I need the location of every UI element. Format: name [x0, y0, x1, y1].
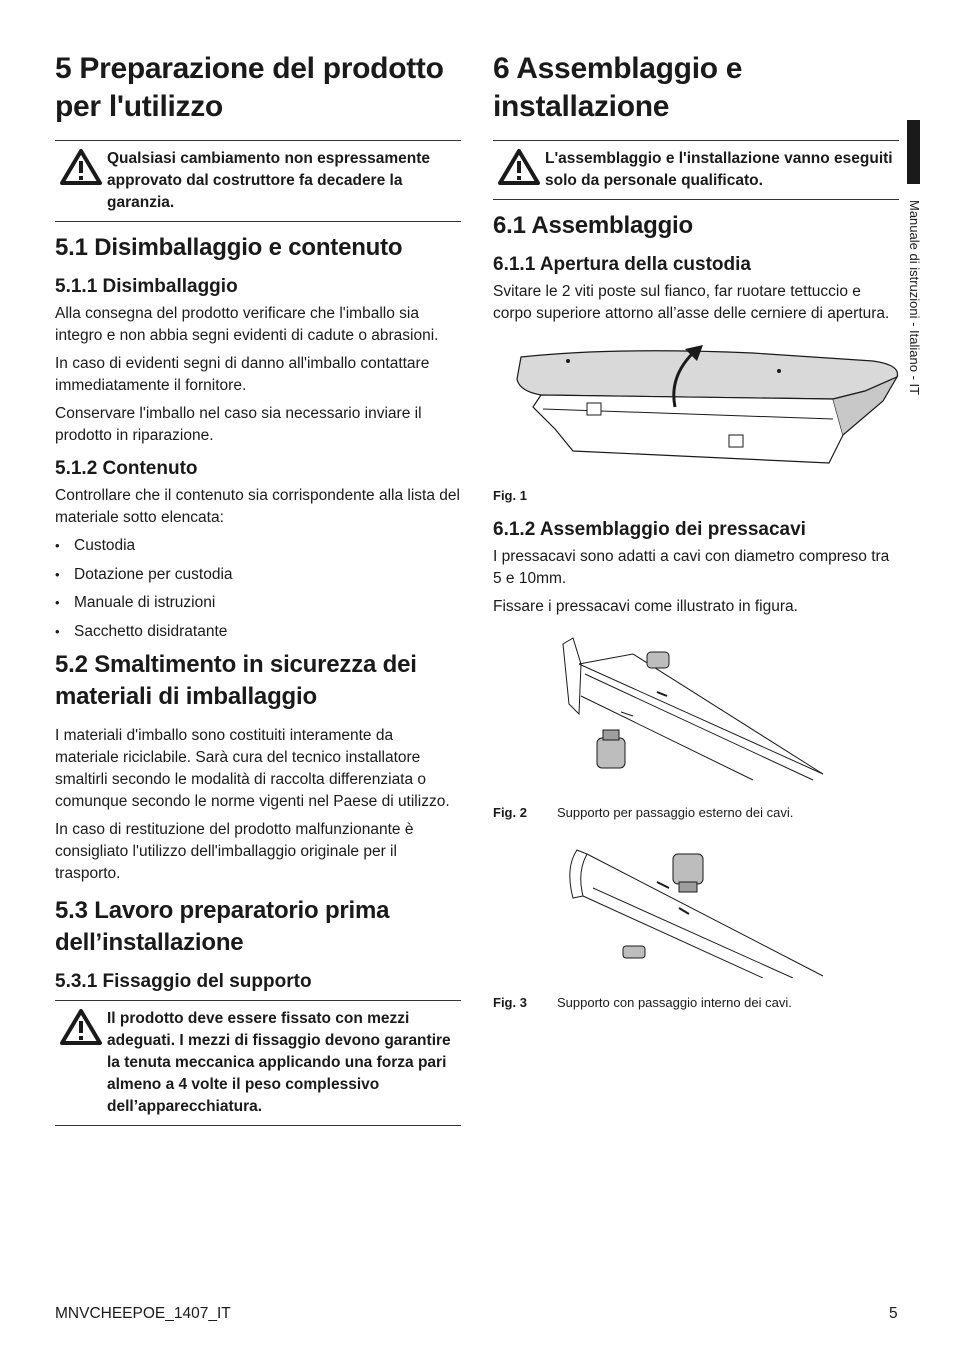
warning-box-fixing: [55, 1000, 461, 1126]
figure-1-caption: [493, 487, 899, 505]
paragraph-disposal-1: I materiali d'imballo sono costituiti interamente da materiale riciclabile. Sarà cura del tecnico installatore smaltirli secondo le modalità di raccolta differenziata o comunque secondo le norme vigenti nel Paese di utilizzo.: [55, 727, 450, 810]
section-5-1-2-title: 5.1.2 Contenuto: [55, 458, 198, 479]
section-6-title: 6 Assemblaggio e installazione: [493, 52, 743, 123]
figure-3-number: Fig. 3: [493, 995, 527, 1010]
paragraph-unpacking-2: In caso di evidenti segni di danno all'imballo contattare immediatamente il fornitore.: [55, 355, 430, 394]
side-chapter-tab: [907, 120, 920, 184]
section-5-1-title: 5.1 Disimballaggio e contenuto: [55, 234, 403, 261]
figure-3-internal-cable-illustration: [493, 838, 899, 978]
paragraph-unpacking-3: Conservare l'imballo nel caso sia necessario inviare il prodotto in riparazione.: [55, 405, 422, 444]
warning-triangle-icon: [493, 148, 545, 186]
section-5-3-title: 5.3 Lavoro preparatorio prima dell’installazione: [55, 897, 390, 956]
right-column: [493, 50, 899, 1012]
section-5-2-title: 5.2 Smaltimento in sicurezza dei materiali di imballaggio: [55, 651, 417, 710]
side-language-label: Manuale di istruzioni - Italiano - IT: [907, 200, 922, 396]
section-5-3-1-title: 5.3.1 Fissaggio del supporto: [55, 971, 312, 992]
figure-2-number: Fig. 2: [493, 805, 527, 820]
contents-list: [55, 535, 461, 643]
section-6-1-title: 6.1 Assemblaggio: [493, 212, 693, 239]
paragraph-contents: Controllare che il contenuto sia corrispondente alla lista del materiale sotto elencata:: [55, 487, 460, 526]
list-item: • Dotazione per custodia: [55, 564, 461, 586]
left-column: [55, 50, 461, 1126]
footer-document-code: MNVCHEEPOE_1407_IT: [55, 1305, 231, 1322]
list-item: • Manuale di istruzioni: [55, 592, 461, 614]
figure-3-caption: [493, 994, 899, 1012]
paragraph-disposal-2: In caso di restituzione del prodotto malfunzionante è consigliato l'utilizzo dell'imballaggio originale per il trasporto.: [55, 821, 414, 882]
section-6-1-2-title: 6.1.2 Assemblaggio dei pressacavi: [493, 519, 806, 540]
paragraph-cable-glands-2: Fissare i pressacavi come illustrato in figura.: [493, 598, 798, 615]
section-5-title: 5 Preparazione del prodotto per l'utilizzo: [55, 52, 444, 123]
warning-box-warranty: [55, 140, 461, 222]
section-6-1-1-title: 6.1.1 Apertura della custodia: [493, 254, 751, 275]
list-item: • Custodia: [55, 535, 461, 557]
warning-text: L'assemblaggio e l'installazione vanno eseguiti solo da personale qualificato.: [545, 150, 893, 189]
warning-text: Il prodotto deve essere fissato con mezzi adeguati. I mezzi di fissaggio devono garantire la tenuta meccanica applicando una forza pari almeno a 4 volte il peso complessivo dell’apparecchiatura.: [107, 1010, 451, 1115]
figure-2-caption-text: Supporto per passaggio esterno dei cavi.: [557, 805, 794, 820]
paragraph-cable-glands-1: I pressacavi sono adatti a cavi con diametro compreso tra 5 e 10mm.: [493, 548, 890, 587]
paragraph-opening: Svitare le 2 viti poste sul fianco, far ruotare tettuccio e corpo superiore attorno all’asse delle cerniere di apertura.: [493, 283, 890, 322]
figure-3-caption-text: Supporto con passaggio interno dei cavi.: [557, 995, 792, 1010]
figure-2-external-cable-illustration: [493, 634, 899, 784]
warning-triangle-icon: [55, 148, 107, 186]
figure-2-caption: [493, 804, 899, 822]
list-item: • Sacchetto disidratante: [55, 621, 461, 643]
footer-page-number: 5: [889, 1305, 898, 1322]
figure-1-housing-illustration: [493, 339, 899, 479]
warning-text: Qualsiasi cambiamento non espressamente approvato dal costruttore fa decadere la garanzia.: [107, 150, 431, 211]
warning-box-qualified: [493, 140, 899, 200]
section-5-1-1-title: 5.1.1 Disimballaggio: [55, 276, 238, 297]
paragraph-unpacking-1: Alla consegna del prodotto verificare che l'imballo sia integro e non abbia segni evidenti di cadute o abrasioni.: [55, 305, 439, 344]
warning-triangle-icon: [55, 1008, 107, 1046]
figure-1-number: Fig. 1: [493, 488, 527, 503]
